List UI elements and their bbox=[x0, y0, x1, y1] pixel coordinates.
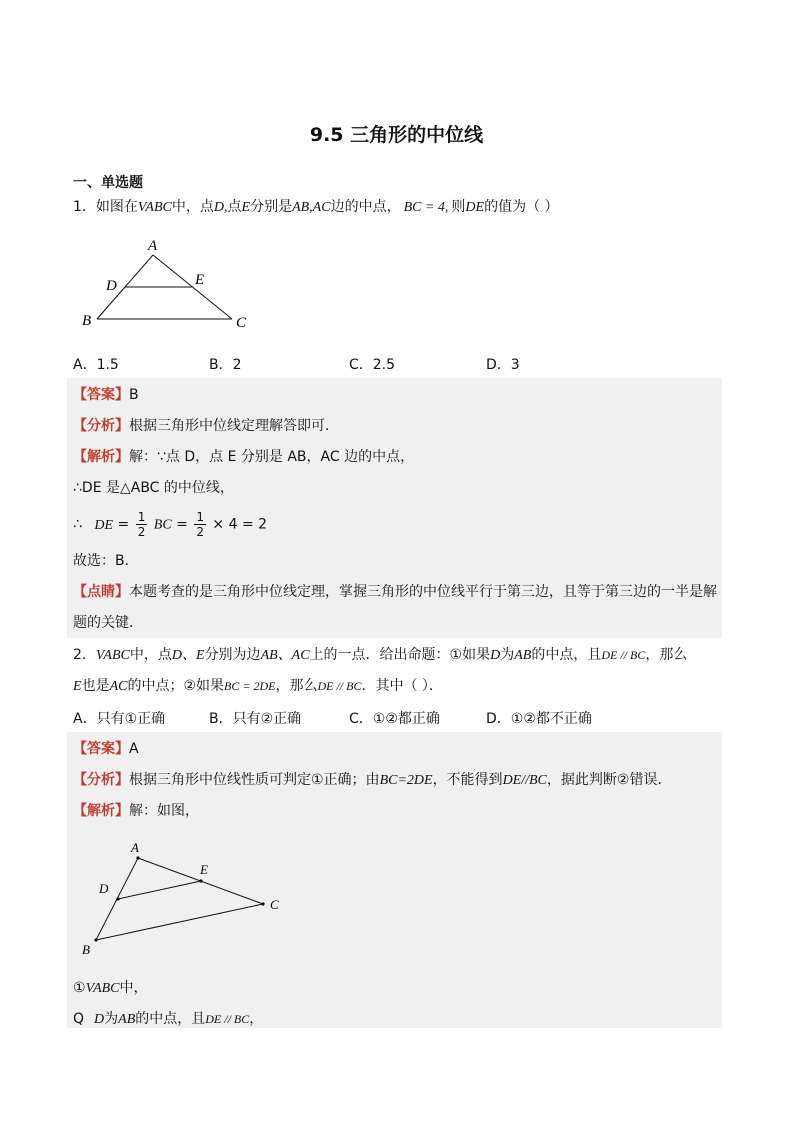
q1-option-a[interactable]: A．1.5 bbox=[73, 357, 119, 373]
q1-option-b[interactable]: B．2 bbox=[209, 357, 242, 373]
q1-comment-1: 【点睛】本题考查的是三角形中位线定理，掌握三角形的中位线平行于第三边，且等于第三边的一半是解 bbox=[73, 584, 717, 600]
q2-option-d[interactable]: D．①②都不正确 bbox=[486, 711, 592, 727]
q2-label-d: D bbox=[99, 881, 109, 896]
q2-label-c: C bbox=[270, 897, 279, 912]
page-title: 9.5 三角形的中位线 bbox=[309, 124, 484, 146]
q2-solution-1: 【解析】解：如图， bbox=[73, 803, 199, 819]
q1-stem: 1．如图在VABC中，点D,点E分别是AB,AC边的中点， BC = 4, 则DE的值为（ ） bbox=[73, 199, 559, 215]
q2-answer: 【答案】A bbox=[73, 741, 139, 757]
q2-label-e: E bbox=[200, 862, 208, 877]
q1-label-e: E bbox=[195, 272, 205, 288]
q2-stem-1: 2．VABC中，点D、E分别为边AB、AC上的一点．给出命题：①如果D为AB的中点，且DE // BC，那么 bbox=[73, 647, 688, 663]
q1-comment-2: 题的关键． bbox=[73, 615, 143, 631]
q1-solution-3: ∴ DE = $\frac{1}{2}$ BC = $\frac{1}{2}$ × 4 = 2 bbox=[73, 510, 268, 539]
q2-analysis: 【分析】根据三角形中位线性质可判定①正确；由BC=2DE，不能得到DE//BC，据此判断②错误． bbox=[73, 772, 672, 788]
q1-label-d: D bbox=[106, 278, 117, 294]
q1-answer: 【答案】B bbox=[73, 387, 139, 403]
q1-solution-2: ∴DE 是△ABC 的中位线， bbox=[73, 480, 234, 496]
q1-fraction-1: $\frac{1}{2}$ bbox=[137, 510, 146, 539]
q1-solution-4: 故选：B． bbox=[73, 553, 139, 569]
q1-label-b: B bbox=[82, 313, 92, 329]
q2-option-b[interactable]: B．只有②正确 bbox=[209, 711, 302, 727]
q2-triangle-figure bbox=[74, 836, 294, 960]
q2-solution-2: ①VABC中， bbox=[73, 980, 148, 996]
section-heading: 一、单选题 bbox=[73, 175, 143, 191]
q1-option-c[interactable]: C．2.5 bbox=[349, 357, 396, 373]
q1-analysis: 【分析】根据三角形中位线定理解答即可． bbox=[73, 418, 339, 434]
q2-solution-3: Q D为AB的中点，且DE // BC， bbox=[73, 1011, 264, 1027]
q1-label-a: A bbox=[148, 238, 158, 254]
q2-label-a: A bbox=[131, 840, 139, 855]
q2-label-b: B bbox=[82, 942, 90, 957]
q1-fraction-2: $\frac{1}{2}$ bbox=[196, 510, 204, 539]
q2-option-c[interactable]: C．①②都正确 bbox=[349, 711, 440, 727]
q2-option-a[interactable]: A．只有①正确 bbox=[73, 711, 166, 727]
q1-solution-1: 【解析】解：∵点 D，点 E 分别是 AB，AC 边的中点， bbox=[73, 449, 415, 465]
q1-triangle-figure bbox=[78, 234, 258, 334]
q1-label-c: C bbox=[236, 315, 247, 331]
q1-option-d[interactable]: D．3 bbox=[486, 357, 520, 373]
q2-stem-2: E也是AC的中点；②如果BC = 2DE，那么DE // BC．其中（ ）． bbox=[73, 678, 443, 694]
